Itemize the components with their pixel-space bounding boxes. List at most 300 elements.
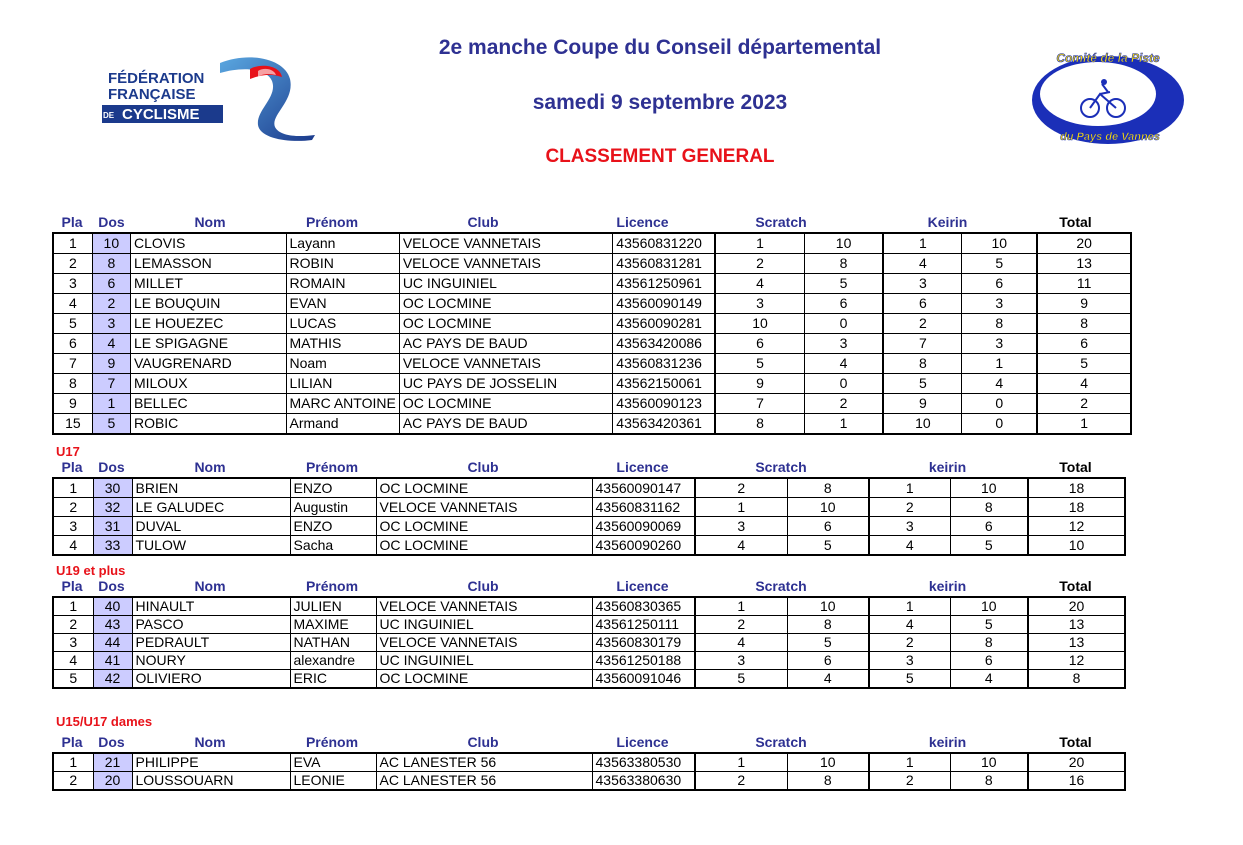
table-cell: 43560090281: [613, 314, 716, 334]
table-cell: 40: [93, 597, 132, 616]
table-cell: 15: [53, 414, 92, 435]
table-cell: 6: [950, 652, 1028, 670]
column-header: Club: [467, 578, 499, 594]
table-cell: 3: [53, 274, 92, 294]
table-cell: 41: [93, 652, 132, 670]
table-cell: 2: [695, 772, 787, 791]
table-cell: NATHAN: [290, 634, 376, 652]
table-row: [53, 536, 1125, 556]
table-cell: 1: [869, 597, 950, 616]
table-cell: 2: [53, 254, 92, 274]
svg-text:FÉDÉRATION: FÉDÉRATION: [108, 70, 205, 87]
results-table: [52, 752, 1126, 791]
table-cell: 2: [883, 314, 961, 334]
results-table: [52, 232, 1132, 435]
table-cell: 5: [53, 314, 92, 334]
table-cell: Layann: [286, 233, 399, 254]
column-header: keirin: [928, 734, 967, 750]
table-cell: MILLET: [130, 274, 286, 294]
table-cell: AC PAYS DE BAUD: [399, 334, 612, 354]
table-cell: 6: [962, 274, 1037, 294]
table-cell: 31: [93, 517, 132, 536]
table-cell: 6: [950, 517, 1028, 536]
table-cell: 43560831281: [613, 254, 716, 274]
table-cell: ENZO: [290, 478, 376, 498]
table-row: [53, 254, 1131, 274]
table-cell: 2: [53, 772, 93, 791]
table-cell: 4: [53, 294, 92, 314]
table-cell: 20: [1028, 753, 1125, 772]
column-header-row: [52, 576, 1132, 594]
table-cell: 1: [1037, 414, 1131, 435]
table-cell: 5: [695, 670, 787, 689]
table-cell: 4: [869, 536, 950, 556]
table-row: [53, 772, 1125, 791]
table-cell: 5: [787, 634, 869, 652]
column-header: Nom: [194, 214, 226, 230]
table-cell: LILIAN: [286, 374, 399, 394]
table-cell: 20: [93, 772, 132, 791]
table-cell: 5: [950, 536, 1028, 556]
table-cell: ERIC: [290, 670, 376, 689]
column-header-row: [52, 457, 1132, 475]
table-cell: LOUSSOUARN: [132, 772, 290, 791]
table-cell: UC INGUINIEL: [376, 652, 592, 670]
table-cell: EVA: [290, 753, 376, 772]
table-cell: AC PAYS DE BAUD: [399, 414, 612, 435]
column-header: Prénom: [305, 578, 359, 594]
column-header: Dos: [98, 214, 125, 230]
column-header: Club: [467, 459, 499, 475]
table-cell: 5: [53, 670, 93, 689]
table-cell: 2: [53, 498, 93, 517]
column-header: keirin: [928, 578, 967, 594]
table-cell: 2: [804, 394, 883, 414]
column-header: Total: [1059, 214, 1092, 230]
table-cell: 4: [787, 670, 869, 689]
table-cell: 7: [92, 374, 130, 394]
table-cell: ENZO: [290, 517, 376, 536]
table-cell: LUCAS: [286, 314, 399, 334]
category-label: U17: [56, 444, 80, 459]
table-cell: 6: [804, 294, 883, 314]
column-header: keirin: [928, 459, 967, 475]
table-cell: 4: [53, 536, 93, 556]
table-cell: 43562150061: [613, 374, 716, 394]
table-cell: 1: [53, 478, 93, 498]
table-cell: 5: [883, 374, 961, 394]
table-row: [53, 478, 1125, 498]
table-cell: 43560091046: [592, 670, 695, 689]
table-cell: 10: [950, 753, 1028, 772]
table-cell: 6: [1037, 334, 1131, 354]
table-cell: 3: [962, 294, 1037, 314]
table-row: [53, 517, 1125, 536]
table-cell: OLIVIERO: [132, 670, 290, 689]
table-cell: 8: [1028, 670, 1125, 689]
table-cell: CLOVIS: [130, 233, 286, 254]
table-row: [53, 334, 1131, 354]
table-cell: 1: [695, 597, 787, 616]
table-cell: 3: [962, 334, 1037, 354]
table-cell: 43560831220: [613, 233, 716, 254]
column-header: Dos: [98, 734, 125, 750]
table-cell: HINAULT: [132, 597, 290, 616]
table-cell: 20: [1037, 233, 1131, 254]
table-cell: LE SPIGAGNE: [130, 334, 286, 354]
table-cell: 43560090147: [592, 478, 695, 498]
table-cell: 32: [93, 498, 132, 517]
table-cell: 8: [950, 772, 1028, 791]
table-row: [53, 597, 1125, 616]
table-cell: 12: [1028, 517, 1125, 536]
table-cell: Sacha: [290, 536, 376, 556]
table-row: [53, 354, 1131, 374]
table-cell: 1: [53, 753, 93, 772]
table-cell: 43560090149: [613, 294, 716, 314]
table-cell: EVAN: [286, 294, 399, 314]
table-row: [53, 616, 1125, 634]
column-header: Pla: [61, 459, 83, 475]
table-cell: 43561250188: [592, 652, 695, 670]
table-cell: OC LOCMINE: [399, 294, 612, 314]
table-cell: 2: [53, 616, 93, 634]
column-header: Pla: [61, 214, 83, 230]
table-cell: LE BOUQUIN: [130, 294, 286, 314]
table-cell: 6: [92, 274, 130, 294]
table-cell: UC INGUINIEL: [376, 616, 592, 634]
table-cell: 10: [962, 233, 1037, 254]
table-cell: 3: [92, 314, 130, 334]
table-cell: ROBIN: [286, 254, 399, 274]
table-cell: 6: [883, 294, 961, 314]
table-cell: 3: [869, 652, 950, 670]
ffc-logo: [100, 55, 325, 145]
table-cell: JULIEN: [290, 597, 376, 616]
table-cell: 1: [53, 233, 92, 254]
table-cell: 18: [1028, 478, 1125, 498]
table-cell: 8: [787, 478, 869, 498]
column-header: Scratch: [755, 578, 807, 594]
table-cell: 5: [715, 354, 804, 374]
column-header: Pla: [61, 734, 83, 750]
table-cell: 21: [93, 753, 132, 772]
table-cell: 9: [1037, 294, 1131, 314]
table-cell: 43560090123: [613, 394, 716, 414]
table-cell: VELOCE VANNETAIS: [376, 498, 592, 517]
table-cell: 3: [53, 517, 93, 536]
table-cell: ROMAIN: [286, 274, 399, 294]
table-cell: 6: [787, 517, 869, 536]
table-cell: 43560830365: [592, 597, 695, 616]
table-cell: alexandre: [290, 652, 376, 670]
table-cell: 43563380530: [592, 753, 695, 772]
table-cell: 1: [869, 478, 950, 498]
table-cell: 10: [787, 597, 869, 616]
ranking-subtitle: CLASSEMENT GENERAL: [545, 146, 775, 167]
table-cell: MAXIME: [290, 616, 376, 634]
table-cell: 2: [1037, 394, 1131, 414]
table-cell: PEDRAULT: [132, 634, 290, 652]
table-cell: 2: [869, 772, 950, 791]
table-cell: PASCO: [132, 616, 290, 634]
table-cell: 7: [715, 394, 804, 414]
table-cell: 9: [92, 354, 130, 374]
table-cell: 43563420361: [613, 414, 716, 435]
table-cell: 4: [883, 254, 961, 274]
table-cell: 0: [962, 394, 1037, 414]
table-cell: 1: [695, 753, 787, 772]
table-cell: OC LOCMINE: [376, 670, 592, 689]
table-cell: 43563380630: [592, 772, 695, 791]
table-cell: 43560830179: [592, 634, 695, 652]
table-row: [53, 394, 1131, 414]
svg-text:Comité de la Piste: Comité de la Piste: [1056, 51, 1160, 65]
table-cell: 3: [715, 294, 804, 314]
table-cell: AC LANESTER 56: [376, 772, 592, 791]
table-cell: VELOCE VANNETAIS: [376, 597, 592, 616]
page-title: 2e manche Coupe du Conseil départemental: [438, 36, 882, 59]
svg-text:DE: DE: [103, 111, 115, 120]
table-cell: 3: [695, 517, 787, 536]
table-cell: VELOCE VANNETAIS: [376, 634, 592, 652]
table-cell: 8: [883, 354, 961, 374]
comite-piste-logo: [1028, 42, 1188, 152]
column-header: Total: [1059, 578, 1092, 594]
table-row: [53, 294, 1131, 314]
table-cell: 3: [53, 634, 93, 652]
table-cell: 3: [883, 274, 961, 294]
table-row: [53, 274, 1131, 294]
table-cell: 1: [695, 498, 787, 517]
table-cell: 8: [787, 616, 869, 634]
table-cell: LEONIE: [290, 772, 376, 791]
table-cell: 1: [804, 414, 883, 435]
svg-text:CYCLISME: CYCLISME: [122, 106, 200, 123]
table-cell: 2: [869, 498, 950, 517]
table-cell: 1: [53, 597, 93, 616]
table-cell: 5: [804, 274, 883, 294]
column-header: Total: [1059, 459, 1092, 475]
table-row: [53, 233, 1131, 254]
table-row: [53, 414, 1131, 435]
table-cell: 5: [962, 254, 1037, 274]
table-cell: OC LOCMINE: [376, 517, 592, 536]
table-cell: 10: [787, 753, 869, 772]
table-cell: DUVAL: [132, 517, 290, 536]
column-header: Nom: [194, 459, 226, 475]
table-cell: 43560831162: [592, 498, 695, 517]
column-header-row: [52, 212, 1132, 230]
table-cell: 5: [787, 536, 869, 556]
table-cell: 10: [950, 478, 1028, 498]
table-cell: 11: [1037, 274, 1131, 294]
column-header: Nom: [194, 734, 226, 750]
column-header: Prénom: [305, 214, 359, 230]
table-cell: 43561250111: [592, 616, 695, 634]
table-cell: 10: [92, 233, 130, 254]
table-cell: Augustin: [290, 498, 376, 517]
table-cell: 0: [962, 414, 1037, 435]
table-cell: 43560090260: [592, 536, 695, 556]
table-cell: 8: [53, 374, 92, 394]
column-header: Prénom: [305, 734, 359, 750]
table-row: [53, 652, 1125, 670]
table-cell: MATHIS: [286, 334, 399, 354]
table-cell: 5: [869, 670, 950, 689]
table-cell: LE HOUEZEC: [130, 314, 286, 334]
table-cell: 8: [1037, 314, 1131, 334]
table-cell: 4: [92, 334, 130, 354]
table-cell: 0: [804, 314, 883, 334]
column-header: Pla: [61, 578, 83, 594]
table-cell: 7: [883, 334, 961, 354]
table-cell: UC PAYS DE JOSSELIN: [399, 374, 612, 394]
table-cell: 3: [869, 517, 950, 536]
table-cell: 8: [787, 772, 869, 791]
table-cell: BRIEN: [132, 478, 290, 498]
table-cell: VELOCE VANNETAIS: [399, 254, 612, 274]
table-cell: 4: [950, 670, 1028, 689]
table-cell: 1: [92, 394, 130, 414]
table-cell: 4: [715, 274, 804, 294]
table-cell: 8: [950, 634, 1028, 652]
column-header: Nom: [194, 578, 226, 594]
table-cell: VELOCE VANNETAIS: [399, 354, 612, 374]
table-cell: 4: [53, 652, 93, 670]
column-header: Dos: [98, 459, 125, 475]
table-cell: NOURY: [132, 652, 290, 670]
table-cell: 18: [1028, 498, 1125, 517]
table-cell: 3: [804, 334, 883, 354]
table-cell: OC LOCMINE: [399, 314, 612, 334]
table-cell: Noam: [286, 354, 399, 374]
table-cell: 9: [715, 374, 804, 394]
table-cell: 1: [883, 233, 961, 254]
table-cell: OC LOCMINE: [376, 536, 592, 556]
table-cell: 9: [53, 394, 92, 414]
results-table: [52, 477, 1126, 556]
column-header: Licence: [616, 214, 669, 230]
table-cell: 5: [950, 616, 1028, 634]
table-cell: PHILIPPE: [132, 753, 290, 772]
table-cell: 5: [92, 414, 130, 435]
column-header-row: [52, 732, 1132, 750]
table-cell: TULOW: [132, 536, 290, 556]
table-cell: 43563420086: [613, 334, 716, 354]
column-header: Prénom: [305, 459, 359, 475]
table-cell: 43561250961: [613, 274, 716, 294]
table-cell: 10: [883, 414, 961, 435]
table-cell: 20: [1028, 597, 1125, 616]
table-cell: 44: [93, 634, 132, 652]
table-cell: 6: [715, 334, 804, 354]
table-cell: 10: [715, 314, 804, 334]
table-cell: 10: [1028, 536, 1125, 556]
table-cell: 1: [869, 753, 950, 772]
table-cell: 0: [804, 374, 883, 394]
table-cell: VAUGRENARD: [130, 354, 286, 374]
column-header: Licence: [616, 578, 669, 594]
table-cell: 43560831236: [613, 354, 716, 374]
event-date: samedi 9 septembre 2023: [532, 91, 788, 114]
category-label: U15/U17 dames: [56, 714, 153, 729]
column-header: Dos: [98, 578, 125, 594]
column-header: Total: [1059, 734, 1092, 750]
table-cell: 10: [787, 498, 869, 517]
table-cell: 42: [93, 670, 132, 689]
table-cell: 6: [53, 334, 92, 354]
table-cell: 12: [1028, 652, 1125, 670]
table-cell: 43: [93, 616, 132, 634]
table-cell: VELOCE VANNETAIS: [399, 233, 612, 254]
table-row: [53, 634, 1125, 652]
table-cell: UC INGUINIEL: [399, 274, 612, 294]
table-row: [53, 670, 1125, 689]
table-cell: BELLEC: [130, 394, 286, 414]
table-cell: 8: [950, 498, 1028, 517]
table-cell: 1: [715, 233, 804, 254]
table-cell: 2: [92, 294, 130, 314]
column-header: Licence: [616, 459, 669, 475]
table-cell: MILOUX: [130, 374, 286, 394]
table-cell: 1: [962, 354, 1037, 374]
column-header: Scratch: [755, 459, 807, 475]
table-cell: LEMASSON: [130, 254, 286, 274]
results-table: [52, 596, 1126, 689]
table-cell: 3: [695, 652, 787, 670]
table-cell: 6: [787, 652, 869, 670]
table-cell: 8: [92, 254, 130, 274]
table-cell: 30: [93, 478, 132, 498]
table-cell: 2: [869, 634, 950, 652]
table-cell: 5: [1037, 354, 1131, 374]
column-header: Licence: [616, 734, 669, 750]
table-cell: 10: [804, 233, 883, 254]
table-cell: ROBIC: [130, 414, 286, 435]
table-cell: 33: [93, 536, 132, 556]
table-cell: 4: [962, 374, 1037, 394]
table-cell: 8: [804, 254, 883, 274]
table-cell: 13: [1037, 254, 1131, 274]
svg-text:du Pays de Vannes: du Pays de Vannes: [1060, 131, 1160, 143]
table-row: [53, 374, 1131, 394]
table-cell: 4: [695, 634, 787, 652]
table-cell: 13: [1028, 616, 1125, 634]
table-cell: AC LANESTER 56: [376, 753, 592, 772]
table-cell: Armand: [286, 414, 399, 435]
column-header: Club: [467, 734, 499, 750]
table-cell: 2: [695, 478, 787, 498]
table-row: [53, 753, 1125, 772]
table-cell: 16: [1028, 772, 1125, 791]
table-row: [53, 498, 1125, 517]
table-cell: 2: [715, 254, 804, 274]
table-cell: 4: [695, 536, 787, 556]
svg-text:FRANÇAISE: FRANÇAISE: [108, 86, 196, 103]
table-cell: 2: [695, 616, 787, 634]
column-header: Keirin: [927, 214, 968, 230]
table-cell: 13: [1028, 634, 1125, 652]
table-cell: 4: [804, 354, 883, 374]
column-header: Scratch: [755, 734, 807, 750]
column-header: Scratch: [755, 214, 807, 230]
category-label: U19 et plus: [56, 563, 126, 578]
table-cell: LE GALUDEC: [132, 498, 290, 517]
table-cell: OC LOCMINE: [376, 478, 592, 498]
table-cell: 4: [1037, 374, 1131, 394]
table-cell: 9: [883, 394, 961, 414]
